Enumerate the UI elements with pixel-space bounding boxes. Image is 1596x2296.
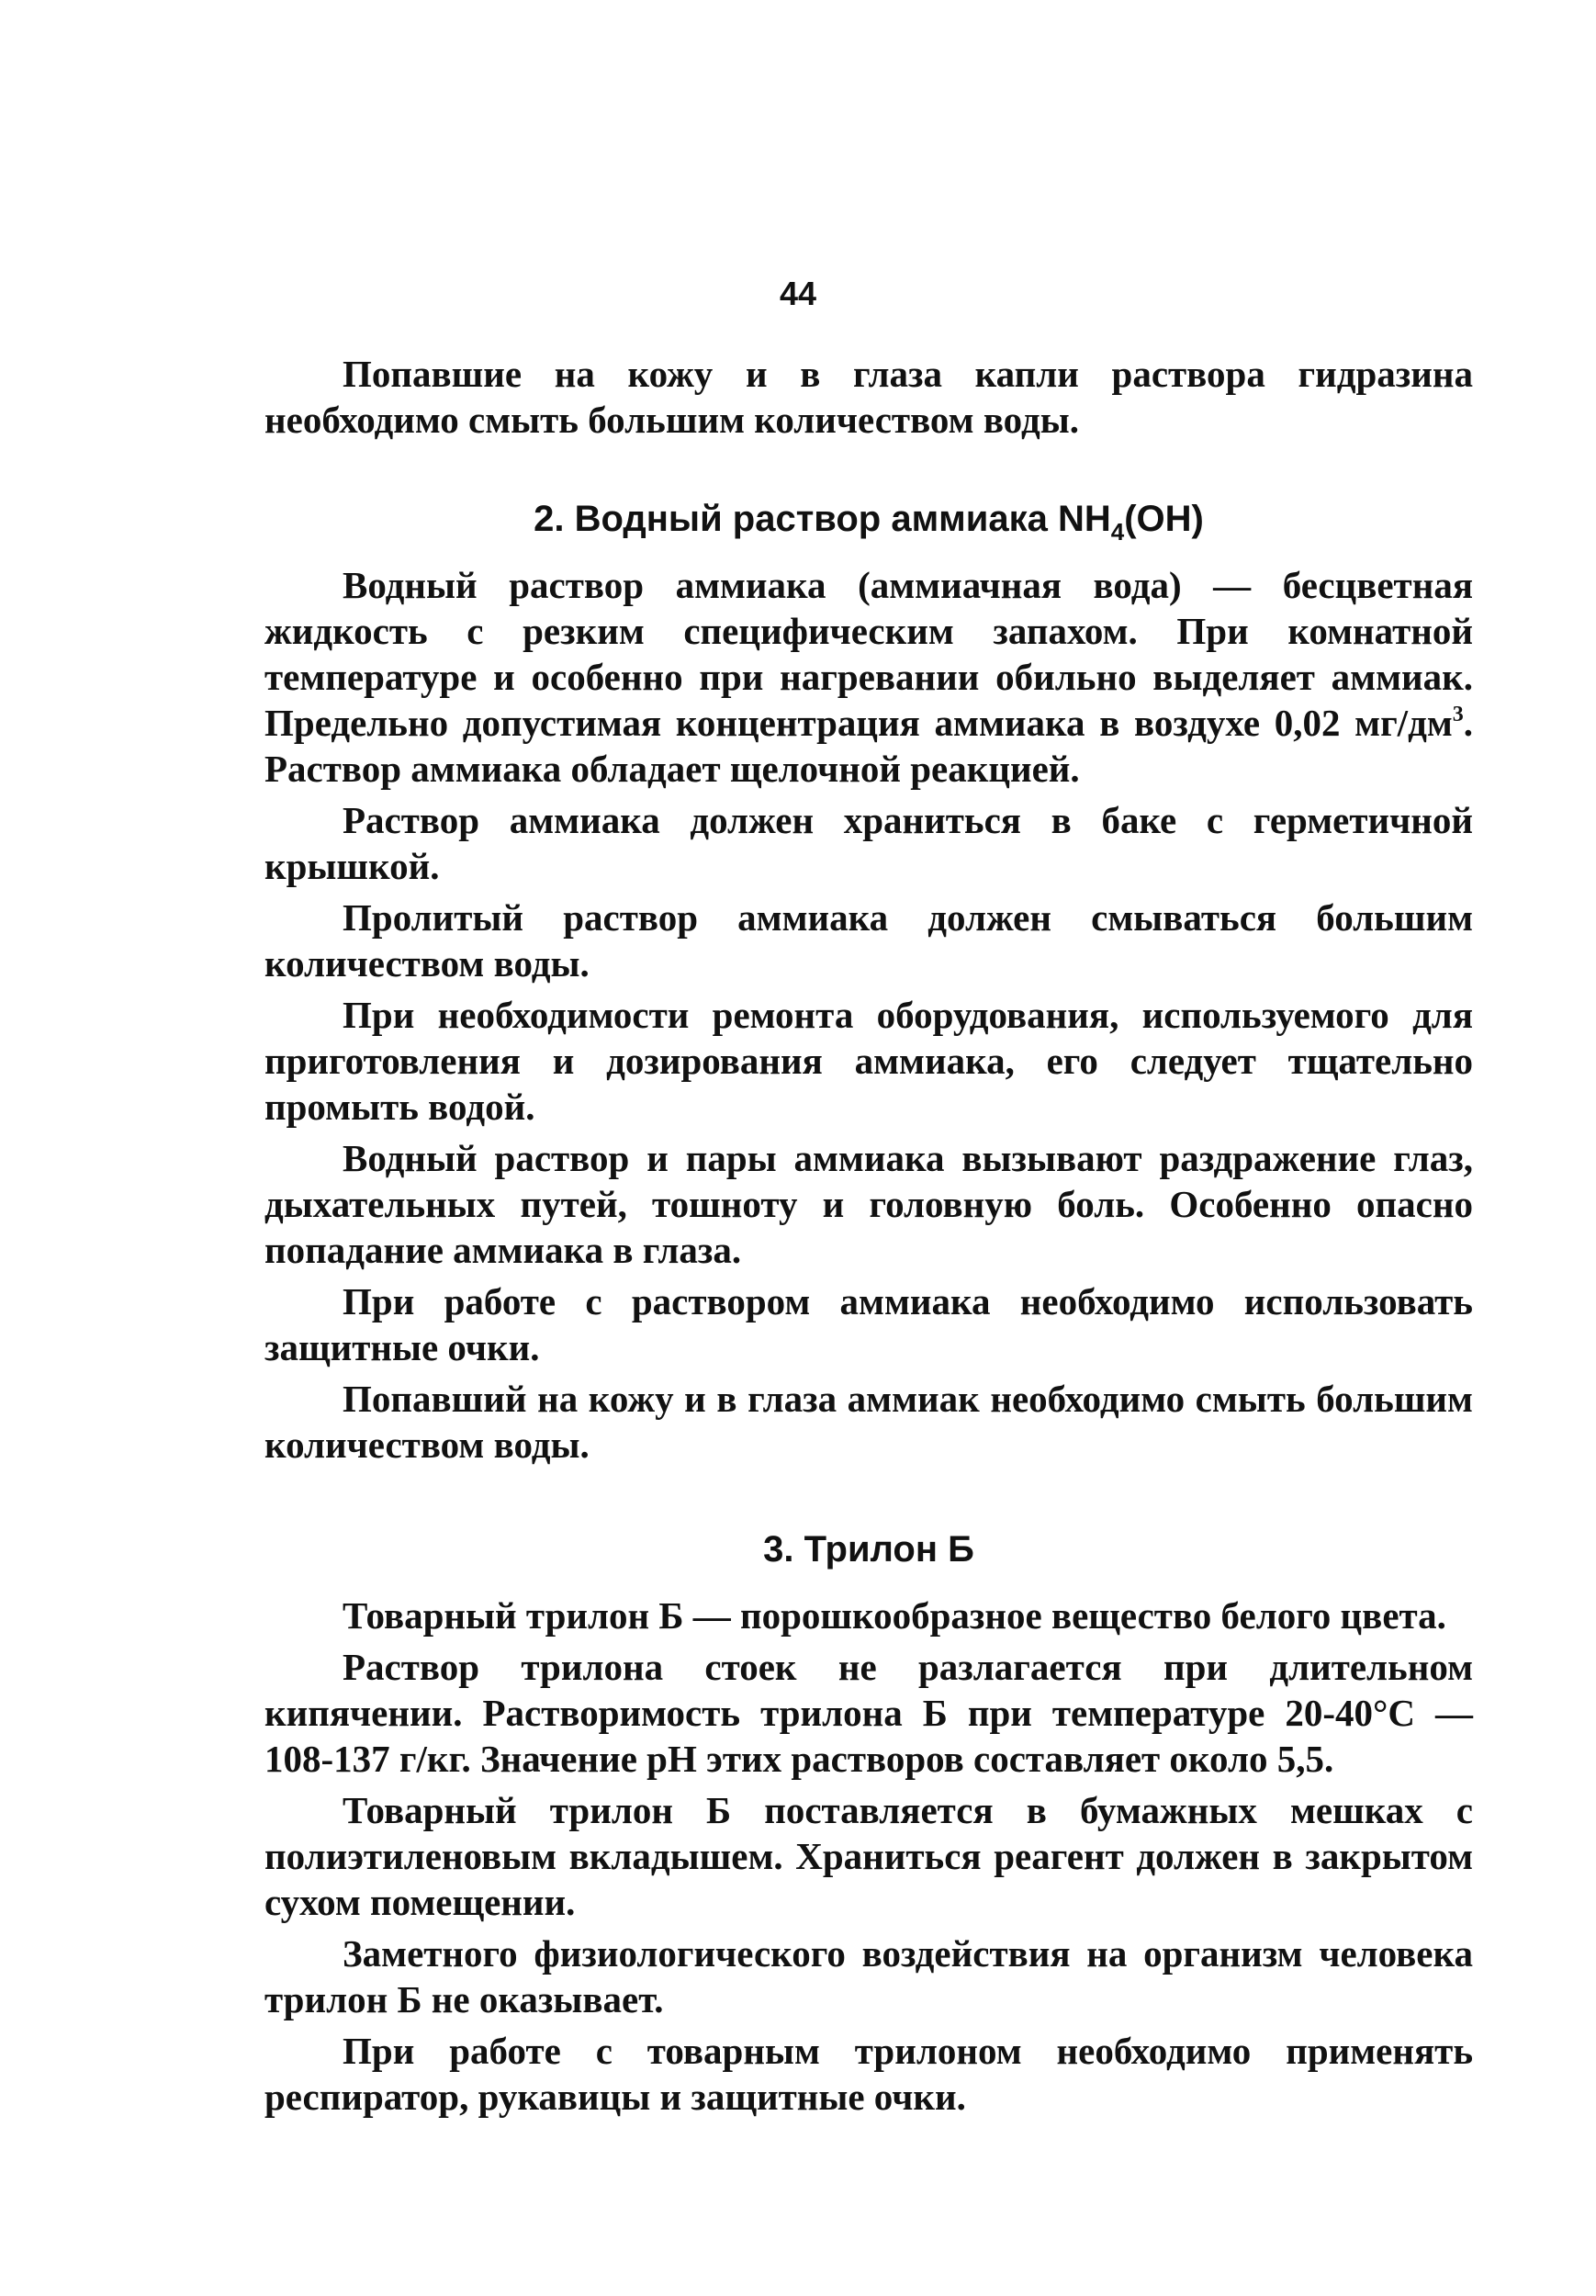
page-content [264,351,1473,2125]
section-2-paragraph: Попавший на кожу и в глаза аммиак необходимо смыть большим количеством воды. [264,1378,1473,1466]
intro-paragraph: Попавшие на кожу и в глаза капли раствора гидразина необходимо смыть большим количеством воды. [264,353,1473,441]
section-3-paragraph: Товарный трилон Б — порошкообразное вещество белого цвета. [343,1594,1446,1637]
section-2-paragraph-1-text-b: . Раствор аммиака обладает щелочной реакцией. [264,702,1473,790]
section-2-paragraph-1-superscript: 3 [1452,703,1464,726]
section-3-heading: 3. Трилон Б [763,1529,974,1570]
page-number: 44 [779,275,817,312]
section-2-heading-subscript: 4 [1110,518,1125,546]
section-2-heading [264,496,1473,546]
section-2-paragraph: При работе с раствором аммиака необходимо использовать защитные очки. [264,1280,1473,1368]
section-2-paragraph: Раствор аммиака должен храниться в баке с герметичной крышкой. [264,799,1473,887]
section-2-paragraph: При необходимости ремонта оборудования, используемого для приготовления и дозирования аммиака, его следует тщательно промыть водой. [264,994,1473,1128]
section-2-paragraph: Пролитый раствор аммиака должен смываться большим количеством воды. [264,896,1473,985]
section-3-paragraph: При работе с товарным трилоном необходимо применять респиратор, рукавицы и защитные очки. [264,2030,1473,2118]
section-3-paragraph: Товарный трилон Б поставляется в бумажных мешках с полиэтиленовым вкладышем. Храниться реагент должен в закрытом сухом помещении. [264,1789,1473,1923]
section-2-paragraph: Водный раствор и пары аммиака вызывают раздражение глаз, дыхательных путей, тошноту и головную боль. Особенно опасно попадание аммиака в глаза. [264,1137,1473,1271]
section-2-heading-end: (OH) [1124,499,1204,539]
section-3-paragraph: Раствор трилона стоек не разлагается при длительном кипячении. Растворимость трилона Б при температуре 20-40°С — 108-137 г/кг. Значение pH этих растворов составляет около 5,5. [264,1646,1473,1780]
section-3-paragraph: Заметного физиологического воздействия на организм человека трилон Б не оказывает. [264,1932,1473,2020]
section-2-heading-text: 2. Водный раствор аммиака NH [534,499,1111,539]
section-2-paragraph [264,562,1473,792]
section-2-paragraph-1-text-a: Водный раствор аммиака (аммиачная вода) — бесцветная жидкость с резким специфическим запахом. При комнатной температуре и особенно при нагревании обильно выделяет аммиак. Предельно допустимая концентрация аммиака в воздухе 0,02 мг/дм [264,564,1473,744]
